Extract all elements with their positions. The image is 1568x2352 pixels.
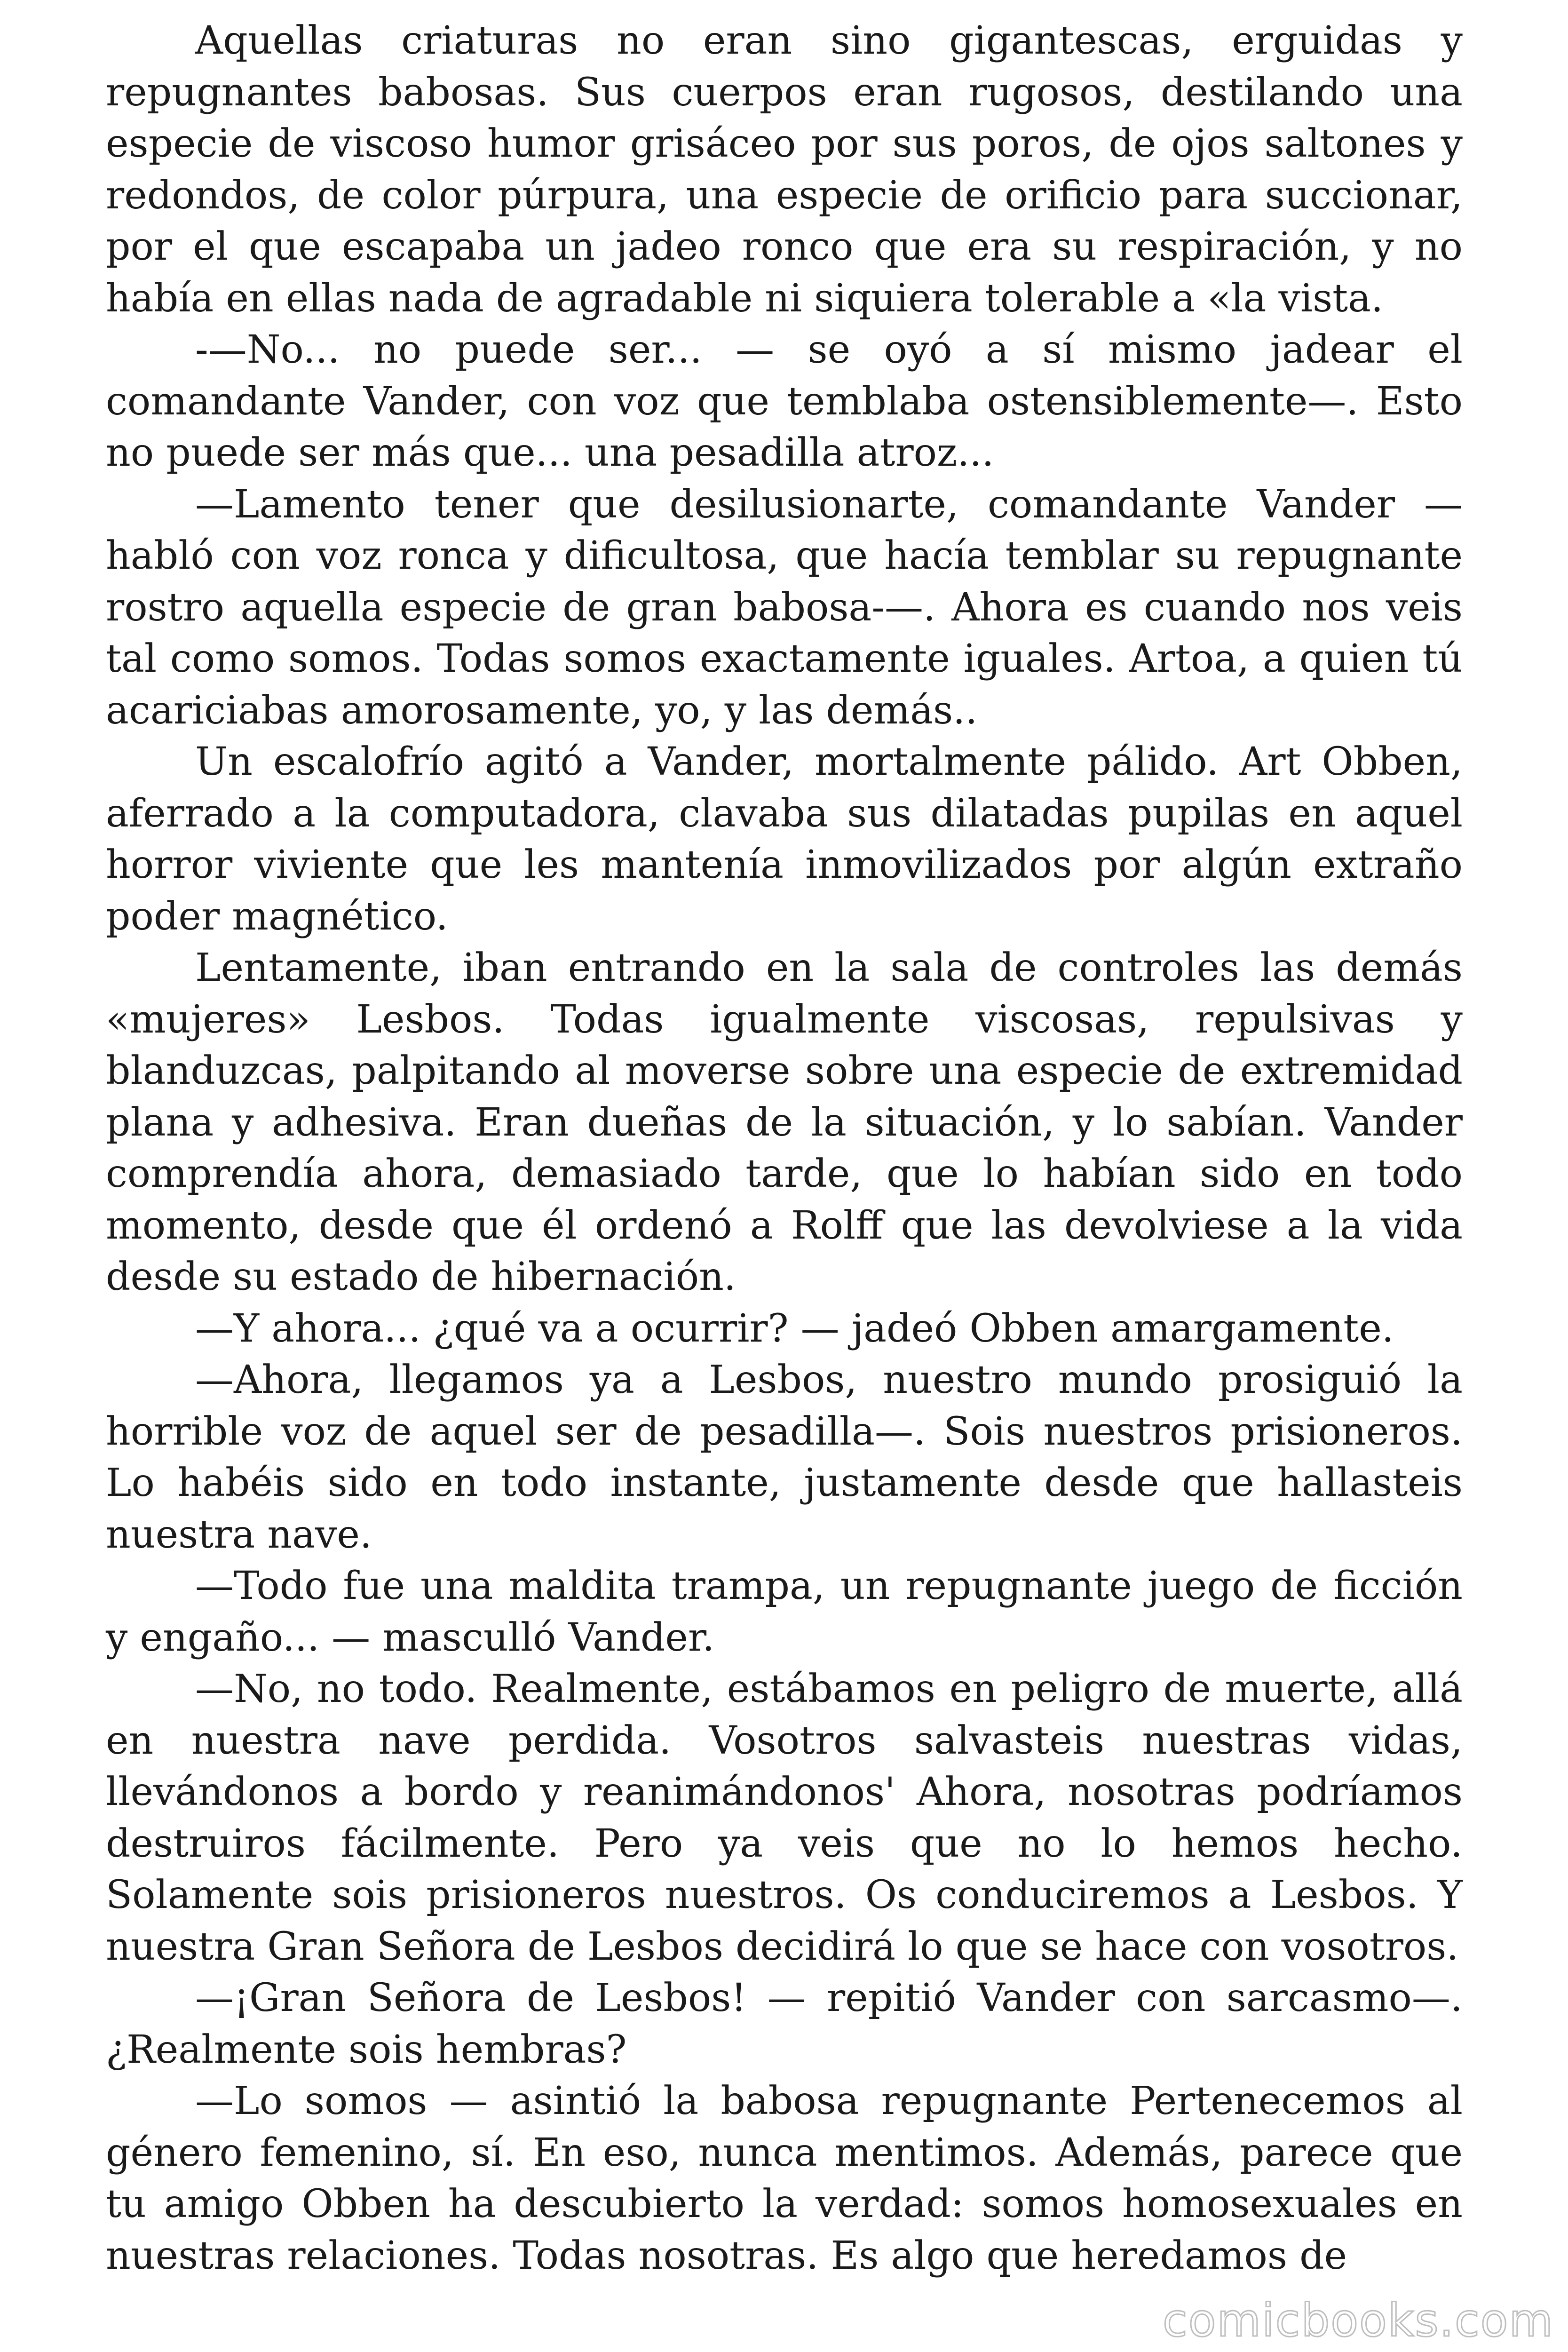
paragraph-2: -—No... no puede ser... — se oyó a sí mismo jadear el comandante Vander, con voz que temblaba ostensiblemente—. Esto no puede ser más que... una pesadilla atroz... [106,327,1463,475]
paragraph-11: —Lo somos — asintió la babosa repugnante Pertenecemos al género femenino, sí. En eso, nunca mentimos. Además, parece que tu amigo Obben ha descubierto la verdad: somos homosexuales en nuestras relaciones. Todas nosotras. Es algo que heredamos de [106,2079,1463,2278]
paragraph-9: —No, no todo. Realmente, estábamos en peligro de muerte, allá en nuestra nave perdida. Vosotros salvasteis nuestras vidas, llevándonos a bordo y reanimándonos' Ahora, nosotras podríamos destruiros fácilmente. Pero ya veis que no lo hemos hecho. Solamente sois prisioneros nuestros. Os conduciremos a Lesbos. Y nuestra Gran Señora de Lesbos decidirá lo que se hace con vosotros. [106,1667,1463,1969]
watermark: comicbooks.com [1162,2294,1554,2347]
paragraph-1: Aquellas criaturas no eran sino gigantescas, erguidas y repugnantes babosas. Sus cuerpos eran rugosos, destilando una especie de viscoso humor grisáceo por sus poros, de ojos saltones y redondos, de color púrpura, una especie de orificio para succionar, por el que escapaba un jadeo ronco que era su respiración, y no había en ellas nada de agradable ni siquiera tolerable a «la vista. [106,18,1463,321]
paragraph-8: —Todo fue una maldita trampa, un repugnante juego de ficción y engaño... — masculló Vander. [106,1564,1463,1660]
page-text [106,15,1463,2281]
paragraph-6: —Y ahora... ¿qué va a ocurrir? — jadeó Obben amargamente. [195,1306,1394,1351]
paragraph-7: —Ahora, llegamos ya a Lesbos, nuestro mundo prosiguió la horrible voz de aquel ser de pesadilla—. Sois nuestros prisioneros. Lo habéis sido en todo instante, justamente desde que hallasteis nuestra nave. [106,1358,1463,1557]
paragraph-4: Un escalofrío agitó a Vander, mortalmente pálido. Art Obben, aferrado a la computadora, clavaba sus dilatadas pupilas en aquel horror viviente que les mantenía inmovilizados por algún extraño poder magnético. [106,739,1463,939]
paragraph-10: —¡Gran Señora de Lesbos! — repitió Vander con sarcasmo—. ¿Realmente sois hembras? [106,1976,1463,2072]
paragraph-5: Lentamente, iban entrando en la sala de controles las demás «mujeres» Lesbos. Todas igualmente viscosas, repulsivas y blanduzcas, palpitando al moverse sobre una especie de extremidad plana y adhesiva. Eran dueñas de la situación, y lo sabían. Vander comprendía ahora, demasiado tarde, que lo habían sido en todo momento, desde que él ordenó a Rolff que las devolviese a la vida desde su estado de hibernación. [106,946,1463,1299]
paragraph-3: —Lamento tener que desilusionarte, comandante Vander — habló con voz ronca y dificultosa, que hacía temblar su repugnante rostro aquella especie de gran babosa-—. Ahora es cuando nos veis tal como somos. Todas somos exactamente iguales. Artoa, a quien tú acariciabas amorosamente, yo, y las demás.. [106,482,1463,733]
